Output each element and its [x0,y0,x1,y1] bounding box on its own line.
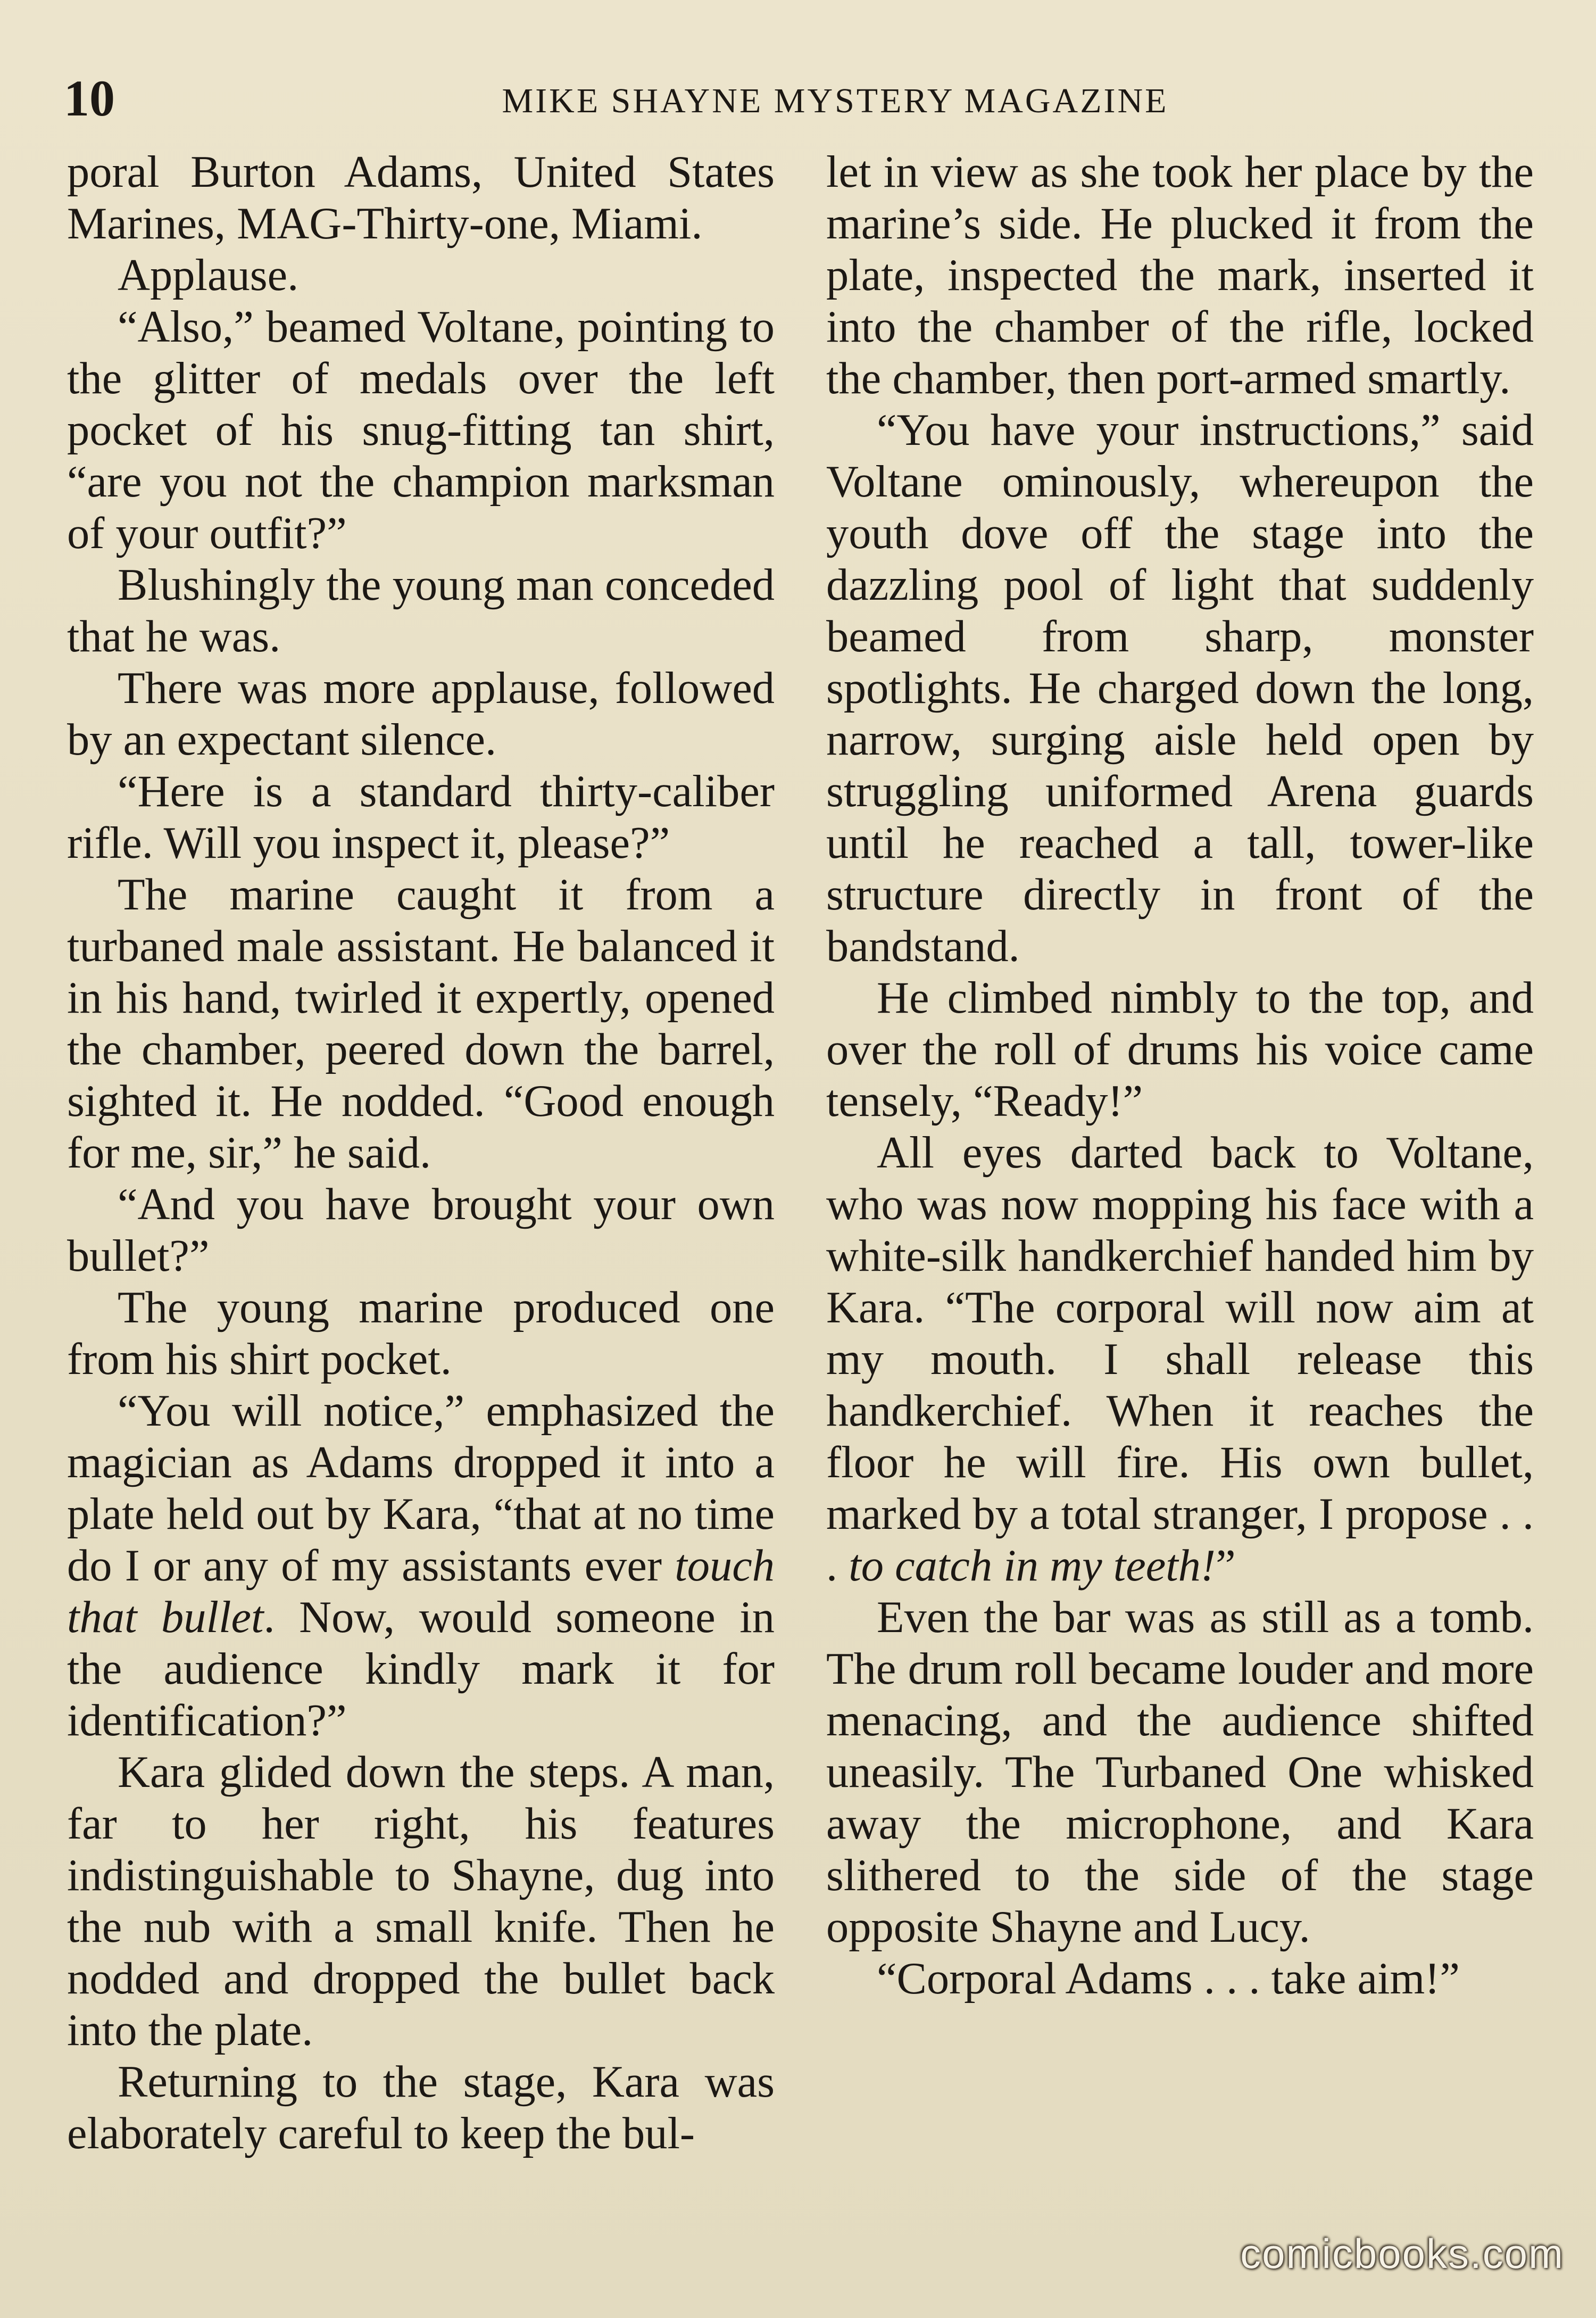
paragraph: He climbed nimbly to the top, and over the roll of drums his voice came tensely, “Ready!” [826,973,1534,1126]
paragraph: “Also,” beamed Voltane, pointing to the glitter of medals over the left pocket of his snug-fitting tan shirt, “are you not the champion marksman of your outfit?” [67,302,775,558]
paragraph: There was more applause, followed by an expectant silence. [67,664,775,765]
paragraph: “You have your instructions,” said Voltane ominously, whereupon the youth dove off the stage into the dazzling pool of light that suddenly beamed from sharp, monster spotlights. He charged down the long, narrow, surging aisle held open by struggling uniformed Arena guards until he reached a tall, tower-like structure directly in front of the bandstand. [826,405,1534,971]
paragraph: Returning to the stage, Kara was elaborately careful to keep the bul- [67,2057,775,2158]
paragraph-text: . Now, would someone in the audience kindly mark it for identification?” [67,1593,775,1745]
paragraph: Applause. [118,251,299,300]
paragraph: The young marine produced one from his shirt pocket. [67,1283,775,1384]
paragraph: “Corporal Adams . . . take aim!” [877,1954,1460,2004]
running-title: MIKE SHAYNE MYSTERY MAGAZINE [502,81,1169,120]
italic-emphasis: to catch in my teeth! [849,1541,1216,1591]
watermark: comicbooks.com [1240,2230,1564,2277]
paragraph: Even the bar was as still as a tomb. The drum roll became louder and more menacing, and the audience shifted uneasily. The Turbaned One whisked away the microphone, and Kara slithered to the side of the stage opposite Shayne and Lucy. [826,1593,1534,1952]
page-header [64,64,1532,133]
paragraph [826,1127,1534,1592]
paragraph: “Here is a standard thirty-caliber rifle. Will you inspect it, please?” [67,767,775,868]
paragraph: Kara glided down the steps. A man, far to her right, his features indistinguishable to Shayne, dug into the nub with a small knife. Then he nodded and dropped the bullet back into the plate. [67,1748,775,2055]
paragraph: let in view as she took her place by the marine’s side. He plucked it from the plate, inspected the mark, inserted it into the chamber of the rifle, locked the chamber, then port-armed smartly. [826,147,1534,403]
paragraph: poral Burton Adams, United States Marines, MAG-Thirty-one, Miami. [67,147,775,249]
paragraph: The marine caught it from a turbaned male assistant. He balanced it in his hand, twirled it expertly, opened the chamber, peered down the barrel, sighted it. He nodded. “Good enough for me, sir,” he said. [67,870,775,1178]
paragraph-text: ” [1216,1541,1236,1591]
paragraph-text: “You will notice,” emphasized the magician as Adams dropped it into a plate held out by Kara, “that at no time do I or any of my assistants ever [67,1386,775,1591]
italic-emphasis: touch that bullet [67,1541,775,1642]
right-column [826,146,1534,2243]
paragraph: Blushingly the young man conceded that he was. [67,560,775,661]
paragraph [67,1385,775,1746]
paragraph: “And you have brought your own bullet?” [67,1180,775,1281]
left-column [67,146,775,2243]
page-number: 10 [64,70,115,127]
paragraph-text: All eyes darted back to Voltane, who was now mopping his face with a white-silk handkerchief handed him by Kara. “The corporal will now aim at my mouth. I shall release this handkerchief. When it reaches the floor he will fire. His own bullet, marked by a total stranger, I propose . . . [826,1128,1534,1591]
